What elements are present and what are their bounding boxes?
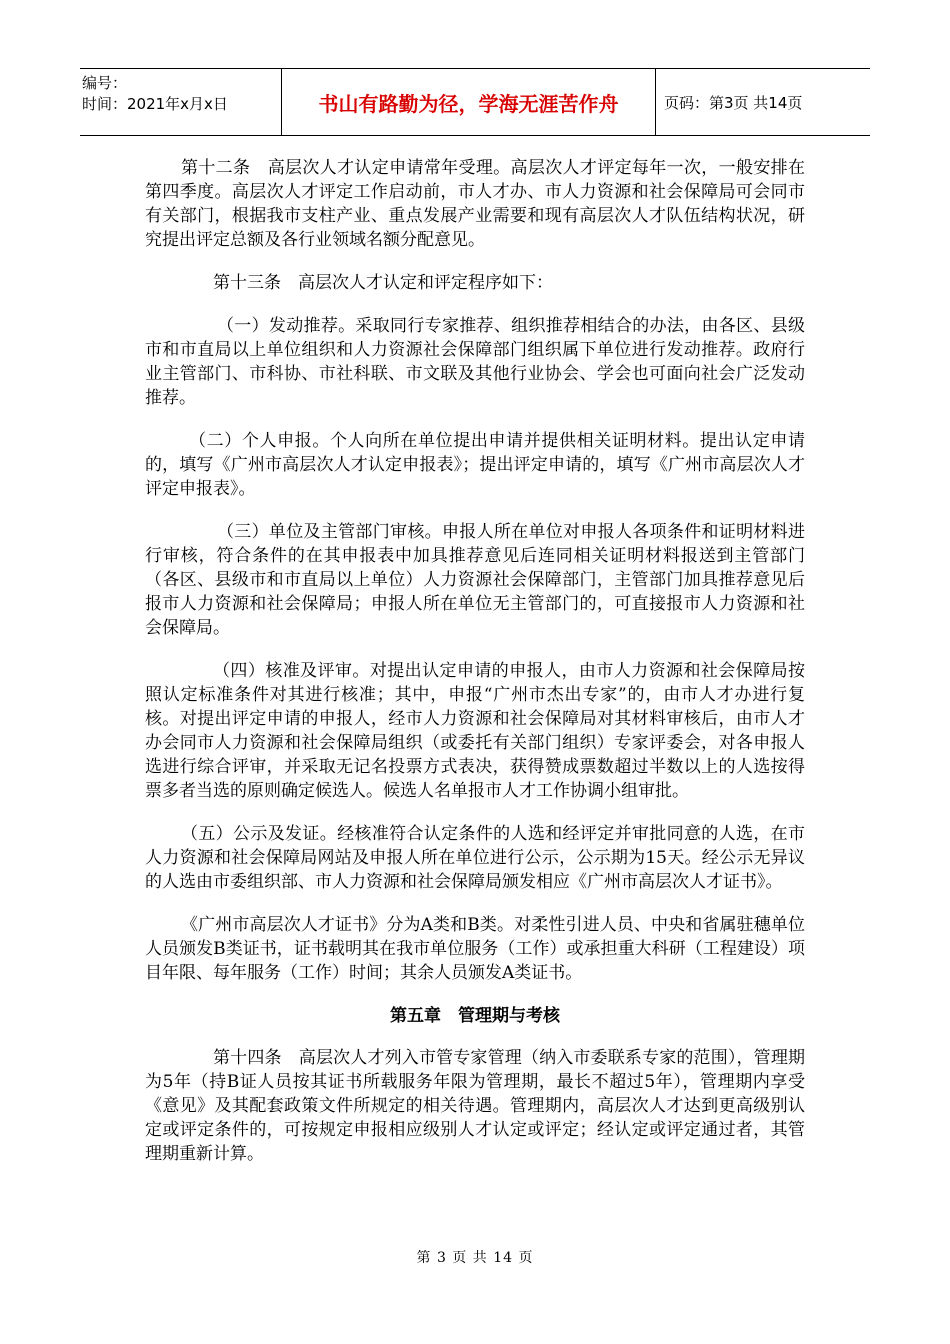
serial-label: 编号： — [82, 74, 128, 92]
header-page-info: 页码：第3页 共14页 — [664, 93, 803, 112]
document-body — [145, 156, 805, 1185]
paragraph-step-1: （一）发动推荐。采取同行专家推荐、组织推荐相结合的办法，由各区、县级市和市直局以上单位组织和人力资源社会保障部门组织属下单位进行发动推荐。政府行业主管部门、市科协、市社科联、市文联及其他行业协会、学会也可面向社会广泛发动推荐。 — [145, 316, 805, 408]
paragraph-article-13: 第十三条 高层次人才认定和评定程序如下： — [213, 273, 553, 293]
time-label: 时间：2021年x月x日 — [82, 95, 228, 113]
page-header — [80, 68, 870, 136]
paragraph-step-5: （五）公示及发证。经核准符合认定条件的人选和经评定并审批同意的人选，在市人力资源和社会保障局网站及申报人所在单位进行公示，公示期为15天。经公示无异议的人选由市委组织部、市人力资源和社会保障局颁发相应《广州市高层次人才证书》。 — [145, 824, 805, 892]
page-footer: 第 3 页 共 14 页 — [416, 1250, 534, 1266]
header-meta — [80, 69, 282, 135]
header-motto: 书山有路勤为径，学海无涯苦作舟 — [282, 69, 656, 135]
paragraph-article-12: 第十二条 高层次人才认定申请常年受理。高层次人才评定每年一次，一般安排在第四季度。高层次人才评定工作启动前，市人才办、市人力资源和社会保障局可会同市有关部门，根据我市支柱产业、重点发展产业需要和现有高层次人才队伍结构状况，研究提出评定总额及各行业领域名额分配意见。 — [145, 158, 805, 250]
paragraph-step-4: （四）核准及评审。对提出认定申请的申报人，由市人力资源和社会保障局按照认定标准条件对其进行核准；其中，申报“广州市杰出专家”的，由市人才办进行复核。对提出评定申请的申报人，经市人力资源和社会保障局对其材料审核后，由市人才办会同市人力资源和社会保障局组织（或委托有关部门组织）专家评委会，对各申报人选进行综合评审，并采取无记名投票方式表决，获得赞成票数超过半数以上的人选按得票多者当选的原则确定候选人。候选人名单报市人才工作协调小组审批。 — [145, 661, 805, 801]
paragraph-certificate: 《广州市高层次人才证书》分为A类和B类。对柔性引进人员、中央和省属驻穗单位人员颁发B类证书，证书载明其在我市单位服务（工作）或承担重大科研（工程建设）项目年限、每年服务（工作）时间；其余人员颁发A类证书。 — [145, 915, 805, 983]
paragraph-step-2: （二）个人申报。个人向所在单位提出申请并提供相关证明材料。提出认定申请的，填写《广州市高层次人才认定申报表》；提出评定申请的，填写《广州市高层次人才评定申报表》。 — [145, 431, 805, 499]
chapter-title: 第五章 管理期与考核 — [390, 1006, 560, 1026]
paragraph-step-3: （三）单位及主管部门审核。申报人所在单位对申报人各项条件和证明材料进行审核，符合条件的在其申报表中加具推荐意见后连同相关证明材料报送到主管部门（各区、县级市和市直局以上单位）人力资源社会保障部门，主管部门加具推荐意见后报市人力资源和社会保障局；申报人所在单位无主管部门的，可直接报市人力资源和社会保障局。 — [145, 522, 805, 638]
paragraph-article-14: 第十四条 高层次人才列入市管专家管理（纳入市委联系专家的范围），管理期为5年（持B证人员按其证书所载服务年限为管理期，最长不超过5年），管理期内享受《意见》及其配套政策文件所规定的相关待遇。管理期内，高层次人才达到更高级别认定或评定条件的，可按规定申报相应级别人才认定或评定；经认定或评定通过者，其管理期重新计算。 — [145, 1048, 805, 1164]
